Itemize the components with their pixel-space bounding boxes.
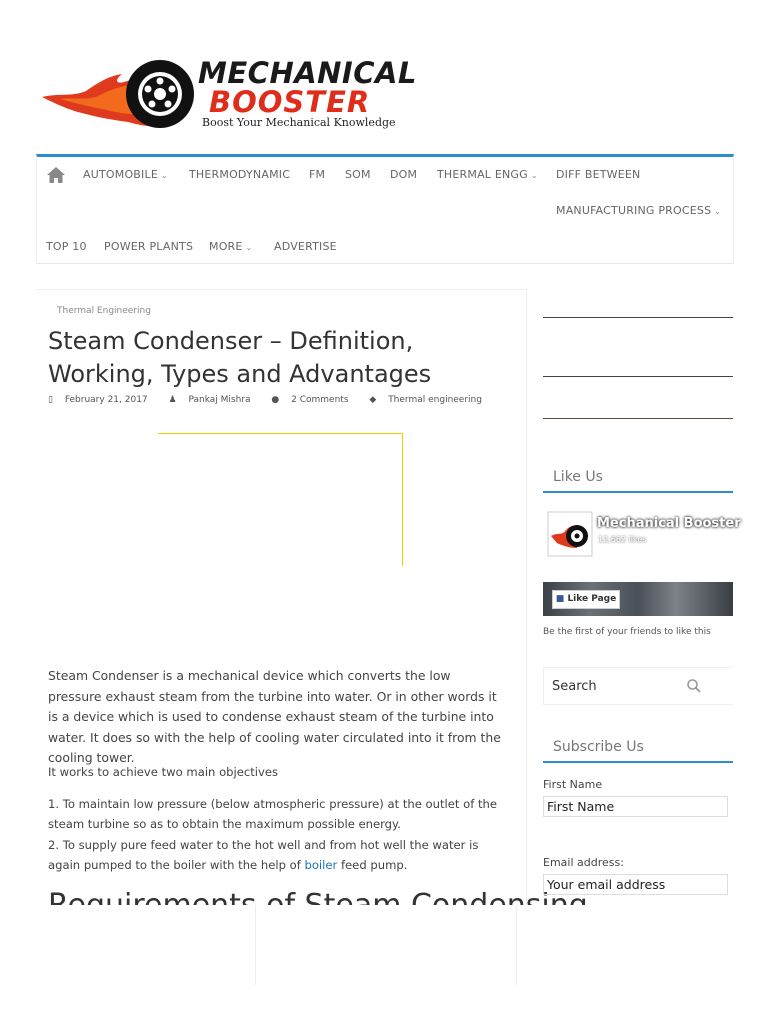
- nav-item-dom[interactable]: DOM: [390, 168, 418, 181]
- nav-item-thermal-engg[interactable]: THERMAL ENGG ⌄: [437, 168, 538, 181]
- intro-paragraph: Steam Condenser is a mechanical device which converts the low pressure exhaust steam from the turbine into water. Or in other words it is a device which is used to condense exhaust steam of the turbine into water. It does so with the help of cooling water circulated into it from the cooling tower.: [48, 668, 501, 766]
- chevron-down-icon: ⌄: [245, 243, 253, 252]
- facebook-page-name[interactable]: Mechanical Booster: [597, 516, 741, 531]
- tag-icon: ◆: [369, 395, 377, 405]
- sidebar-divider: [543, 418, 733, 419]
- nav-item-advertise[interactable]: ADVERTISE: [274, 240, 337, 253]
- nav-item-top-10[interactable]: TOP 10: [46, 240, 87, 253]
- user-icon: ♟: [168, 395, 177, 405]
- widget-title-underline: [543, 761, 733, 763]
- article-title: Steam Condenser – Definition, Working, Types and Advantages: [48, 327, 432, 388]
- like-us-title: Like Us: [553, 469, 603, 485]
- nav-item-fm[interactable]: FM: [309, 168, 326, 181]
- brand-line-1: MECHANICAL: [198, 56, 417, 90]
- chevron-down-icon: ⌄: [714, 207, 722, 216]
- main-navigation: [36, 154, 734, 264]
- brand-line-2: BOOSTER: [209, 85, 371, 119]
- facebook-page-avatar[interactable]: [548, 512, 592, 556]
- ad-placeholder: [158, 433, 403, 566]
- chevron-down-icon: ⌄: [530, 171, 538, 180]
- ad-placeholder-bottom: [255, 905, 517, 985]
- widget-title-underline: [543, 491, 733, 493]
- email-field[interactable]: Your email address: [543, 874, 728, 895]
- post-author[interactable]: ♟ Pankaj Mishra: [168, 395, 251, 405]
- like-page-button[interactable]: ■ Like Page: [552, 590, 620, 609]
- nav-item-more[interactable]: MORE ⌄: [209, 240, 253, 253]
- calendar-icon: ▯: [48, 395, 53, 405]
- post-comments[interactable]: ● 2 Comments: [271, 395, 349, 405]
- objective-1: 1. To maintain low pressure (below atmospheric pressure) at the outlet of the steam turbine so as to obtain the maximum possible energy.: [48, 797, 498, 831]
- section-heading: [48, 886, 518, 904]
- nav-item-diff-between[interactable]: DIFF BETWEEN: [556, 168, 641, 181]
- boiler-link[interactable]: boiler: [304, 858, 338, 872]
- first-name-field[interactable]: First Name: [543, 796, 728, 817]
- facebook-icon: ■: [555, 594, 565, 604]
- objectives-lead: It works to achieve two main objectives: [48, 765, 279, 779]
- article-meta: [48, 395, 500, 405]
- nav-item-thermodynamic[interactable]: THERMODYNAMIC: [189, 168, 291, 181]
- facebook-likes-count: 12,662 likes: [598, 535, 647, 544]
- nav-item-manufacturing-process[interactable]: MANUFACTURING PROCESS ⌄: [556, 204, 722, 217]
- post-date[interactable]: ▯ February 21, 2017: [48, 395, 148, 405]
- email-label: Email address:: [543, 856, 624, 869]
- chevron-down-icon: ⌄: [160, 171, 168, 180]
- facebook-friends-text: Be the first of your friends to like this: [543, 627, 711, 637]
- sidebar-divider: [543, 317, 733, 318]
- nav-item-som[interactable]: SOM: [345, 168, 371, 181]
- home-icon[interactable]: [46, 166, 66, 184]
- category-link[interactable]: Thermal Engineering: [57, 306, 151, 316]
- comments-icon: ●: [271, 395, 280, 405]
- search-box[interactable]: [543, 667, 733, 705]
- search-icon[interactable]: [686, 678, 702, 694]
- subscribe-title: Subscribe Us: [553, 739, 644, 755]
- nav-item-automobile[interactable]: AUTOMOBILE ⌄: [83, 168, 168, 181]
- brand-tagline: Boost Your Mechanical Knowledge: [202, 116, 396, 129]
- objective-2: 2. To supply pure feed water to the hot well and from hot well the water is again pumped to the boiler with the help of boiler feed pump.: [48, 838, 479, 872]
- search-input[interactable]: Search: [552, 679, 597, 694]
- sidebar-divider: [543, 376, 733, 377]
- post-tag[interactable]: ◆ Thermal engineering: [369, 395, 482, 405]
- first-name-label: First Name: [543, 778, 603, 791]
- nav-item-power-plants[interactable]: POWER PLANTS: [104, 240, 194, 253]
